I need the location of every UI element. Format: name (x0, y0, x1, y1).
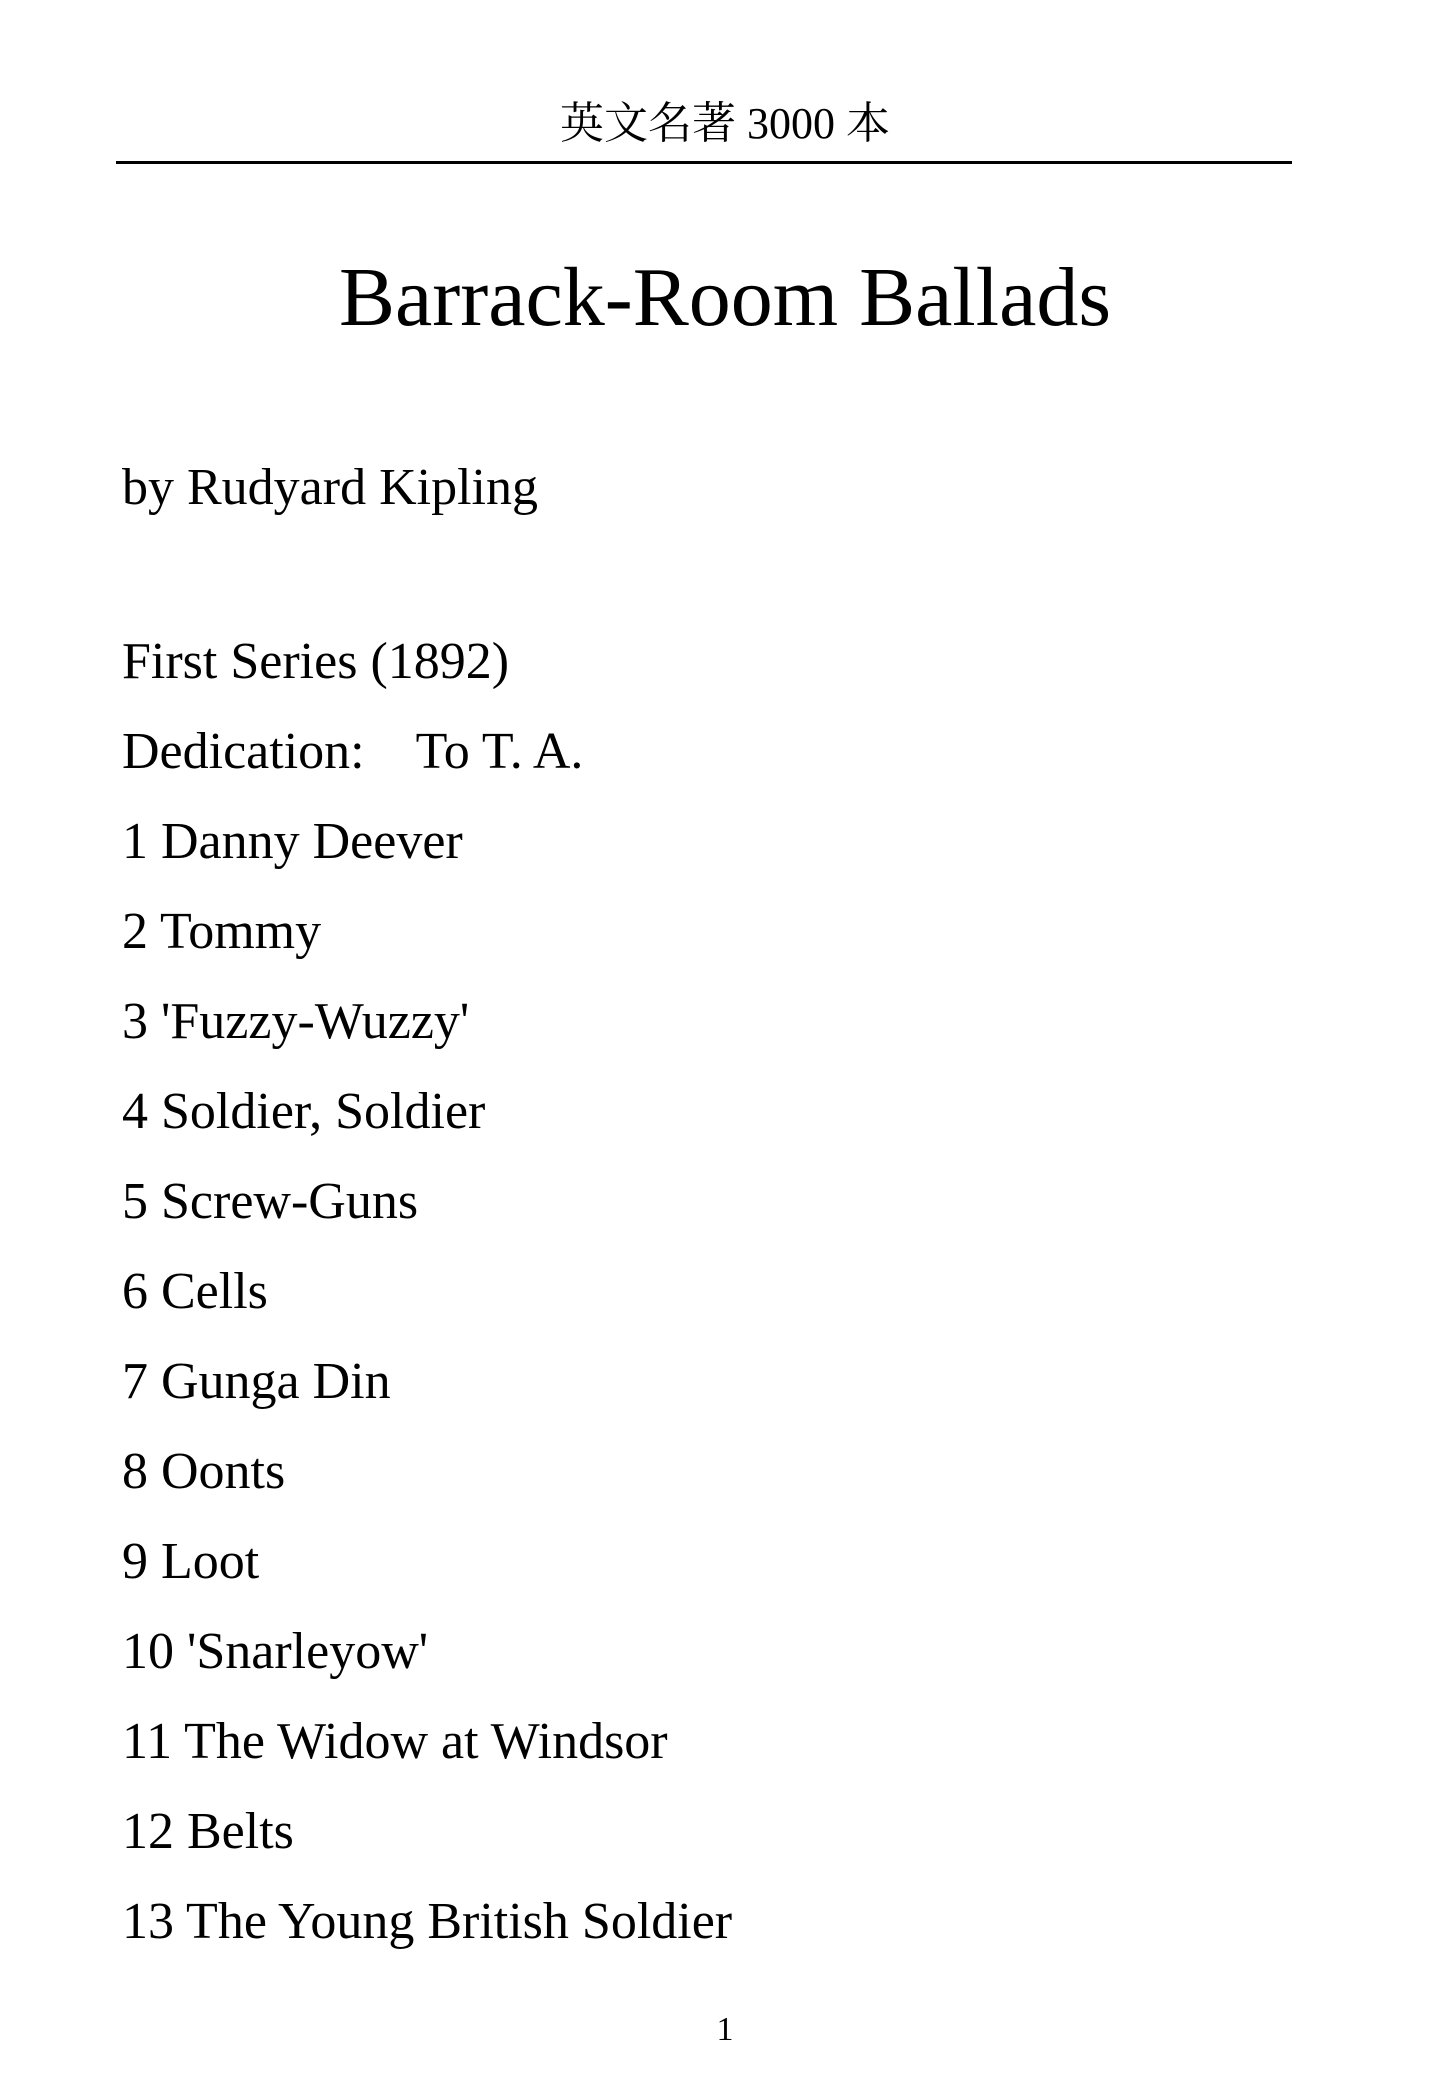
page-number: 1 (716, 2011, 734, 2048)
contents-item: 5 Screw-Guns (122, 1173, 419, 1230)
contents-item: 1 Danny Deever (122, 813, 463, 870)
contents-item: 12 Belts (122, 1803, 294, 1860)
table-of-contents (122, 630, 732, 1980)
contents-item: 13 The Young British Soldier (122, 1893, 733, 1950)
dedication-line: Dedication: To T. A. (122, 723, 584, 780)
author-line: by Rudyard Kipling (122, 459, 538, 516)
series-heading: First Series (1892) (122, 633, 510, 690)
contents-item: 9 Loot (122, 1533, 260, 1590)
contents-item: 7 Gunga Din (122, 1353, 391, 1410)
running-header: 英文名著 3000 本 (560, 99, 890, 148)
contents-item: 8 Oonts (122, 1443, 286, 1500)
header-divider (116, 161, 1292, 164)
contents-item: 3 'Fuzzy-Wuzzy' (122, 993, 470, 1050)
contents-item: 2 Tommy (122, 903, 322, 960)
contents-item: 4 Soldier, Soldier (122, 1083, 486, 1140)
contents-item: 11 The Widow at Windsor (122, 1713, 668, 1770)
contents-item: 6 Cells (122, 1263, 268, 1320)
contents-item: 10 'Snarleyow' (122, 1623, 429, 1680)
book-title: Barrack-Room Ballads (338, 251, 1112, 344)
